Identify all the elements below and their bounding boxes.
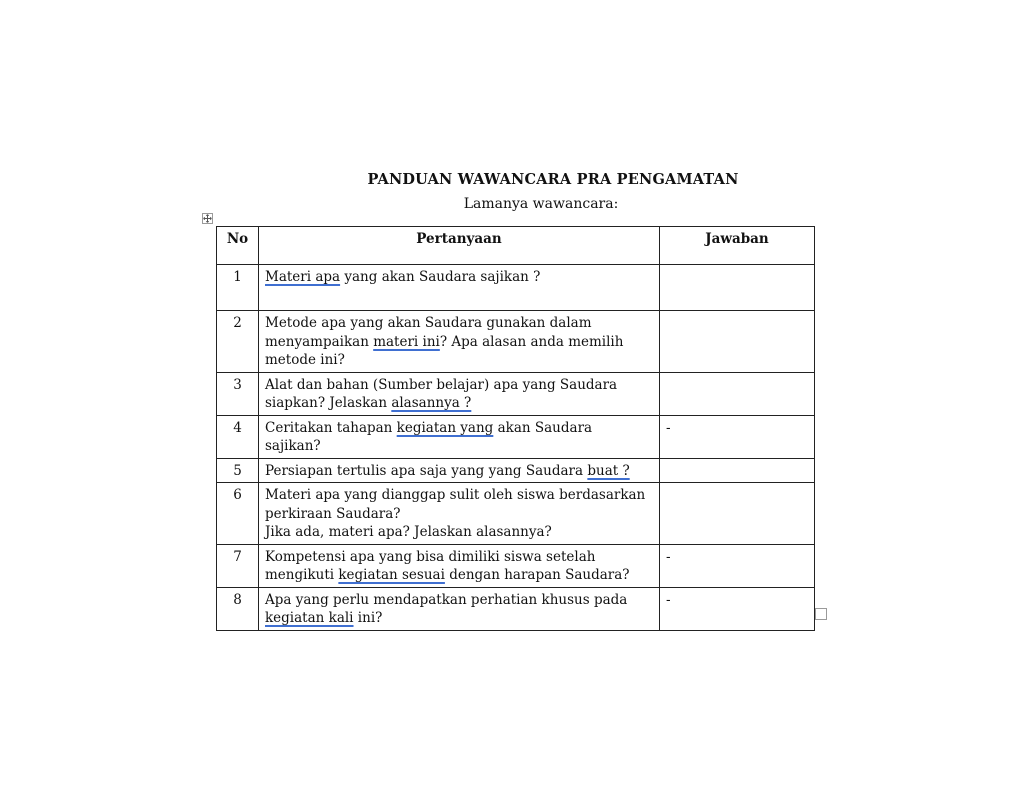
question-line: metode ini? bbox=[265, 352, 345, 368]
question-cell[interactable] bbox=[259, 372, 660, 415]
question-line: Metode apa yang akan Saudara gunakan dalam bbox=[265, 315, 592, 331]
answer-cell[interactable]: - bbox=[660, 415, 815, 458]
table-row bbox=[217, 587, 815, 630]
table-resize-handle[interactable] bbox=[815, 608, 827, 620]
question-line: sajikan? bbox=[265, 438, 321, 454]
row-number: 5 bbox=[217, 458, 259, 483]
document-subtitle: Lamanya wawancara: bbox=[463, 196, 619, 212]
question-cell[interactable] bbox=[259, 311, 660, 373]
table-row bbox=[217, 544, 815, 587]
answer-cell[interactable] bbox=[660, 458, 815, 483]
question-line: siapkan? Jelaskan alasannya ? bbox=[265, 395, 472, 411]
row-number: 7 bbox=[217, 544, 259, 587]
row-number: 8 bbox=[217, 587, 259, 630]
question-cell[interactable] bbox=[259, 544, 660, 587]
row-number: 6 bbox=[217, 483, 259, 545]
header-answer: Jawaban bbox=[660, 227, 815, 265]
question-line: mengikuti kegiatan sesuai dengan harapan Saudara? bbox=[265, 567, 630, 583]
table-row bbox=[217, 372, 815, 415]
answer-cell[interactable] bbox=[660, 372, 815, 415]
question-cell[interactable] bbox=[259, 587, 660, 630]
interview-table bbox=[216, 226, 815, 631]
answer-cell[interactable]: - bbox=[660, 587, 815, 630]
question-line: Ceritakan tahapan kegiatan yang akan Saudara bbox=[265, 419, 593, 436]
question-line: Materi apa yang dianggap sulit oleh siswa berdasarkan bbox=[265, 487, 646, 503]
row-number: 1 bbox=[217, 265, 259, 311]
question-line: menyampaikan materi ini? Apa alasan anda memilih bbox=[265, 333, 624, 350]
question-line: Apa yang perlu mendapatkan perhatian khusus pada bbox=[265, 591, 628, 608]
header-question: Pertanyaan bbox=[259, 227, 660, 265]
question-cell[interactable] bbox=[259, 458, 660, 483]
table-header-row bbox=[217, 227, 815, 265]
answer-cell[interactable] bbox=[660, 311, 815, 373]
table-row bbox=[217, 311, 815, 373]
question-line: kegiatan kali ini? bbox=[265, 610, 383, 626]
question-line: Alat dan bahan (Sumber belajar) apa yang Saudara bbox=[265, 376, 618, 393]
answer-cell[interactable] bbox=[660, 483, 815, 545]
answer-cell[interactable]: - bbox=[660, 544, 815, 587]
row-number: 3 bbox=[217, 372, 259, 415]
table-row bbox=[217, 458, 815, 483]
row-number: 2 bbox=[217, 311, 259, 373]
row-number: 4 bbox=[217, 415, 259, 458]
table-row bbox=[217, 415, 815, 458]
answer-cell[interactable] bbox=[660, 265, 815, 311]
question-cell[interactable] bbox=[259, 483, 660, 545]
table-row bbox=[217, 483, 815, 545]
question-line: Persiapan tertulis apa saja yang yang Saudara buat ? bbox=[265, 462, 630, 479]
header-no: No bbox=[217, 227, 259, 265]
table-row bbox=[217, 265, 815, 311]
document-title: PANDUAN WAWANCARA PRA PENGAMATAN bbox=[367, 171, 739, 188]
question-cell[interactable] bbox=[259, 415, 660, 458]
table-move-handle-icon[interactable] bbox=[202, 213, 213, 224]
question-cell[interactable] bbox=[259, 265, 660, 311]
question-line: Kompetensi apa yang bisa dimiliki siswa setelah bbox=[265, 548, 596, 565]
question-line: perkiraan Saudara? bbox=[265, 505, 401, 522]
question-line: Materi apa yang akan Saudara sajikan ? bbox=[265, 269, 541, 285]
question-line: Jika ada, materi apa? Jelaskan alasannya? bbox=[265, 524, 552, 540]
